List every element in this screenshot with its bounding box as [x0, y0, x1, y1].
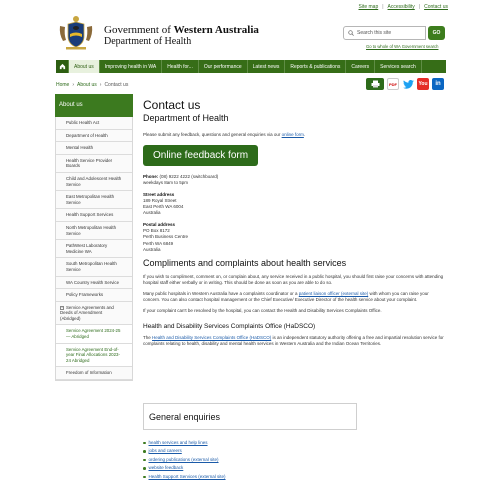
bullet-icon [143, 476, 146, 479]
pdf-icon[interactable]: PDF [387, 78, 399, 90]
street-address-block: Street address 189 Royal Street East Perth WA 6004 Australia [143, 191, 184, 216]
sidebar-item-department-of-health[interactable]: Department of Health [56, 130, 132, 143]
youtube-icon[interactable]: You [417, 78, 429, 90]
contact-us-link[interactable]: Contact us [424, 4, 448, 10]
general-enquiries-list [143, 439, 226, 481]
enquiry-link-publications[interactable]: ordering publications (external site) [148, 456, 219, 462]
sidebar-heading[interactable]: About us [55, 94, 133, 117]
chevron-right-icon: › [72, 82, 75, 88]
department-title: Department of Health [104, 36, 192, 47]
sidebar-subitem-final-allocations[interactable]: Service Agreement End-of-year Final Allocations 2023-24 Abridged [56, 344, 132, 368]
sidebar-item-hsp-boards[interactable]: Health Service Provider Boards [56, 155, 132, 173]
sidebar-item-mental-health[interactable]: Mental Health [56, 142, 132, 155]
sidebar-item-smhs[interactable]: South Metropolitan Health Service [56, 258, 132, 276]
enquiry-link-website-feedback[interactable]: website feedback [148, 465, 184, 471]
main-content [143, 99, 445, 347]
sidebar-item-wachs[interactable]: WA Country Health Service [56, 277, 132, 290]
sidebar [55, 94, 133, 381]
divider: | [418, 4, 421, 10]
compliments-heading: Compliments and complaints about health services [143, 258, 347, 269]
general-enquiries-heading: General enquiries [149, 412, 221, 422]
accessibility-link[interactable]: Accessibility [387, 4, 415, 10]
nav-about-us[interactable]: About us [69, 60, 100, 73]
list-item [143, 464, 226, 472]
sidebar-item-public-health-act[interactable]: Public Health Act [56, 117, 132, 130]
online-feedback-form-button[interactable]: Online feedback form [143, 145, 258, 166]
list-item [143, 439, 226, 447]
list-item [143, 447, 226, 455]
wa-crest-logo[interactable] [56, 14, 96, 52]
wa-government-search-link[interactable]: Go to whole of WA Government search [366, 44, 439, 49]
enquiry-link-hss[interactable]: Health Support Services (external site) [148, 473, 226, 479]
breadcrumb-about-us[interactable]: About us [77, 82, 97, 88]
sidebar-item-policy-frameworks[interactable]: Policy Frameworks [56, 289, 132, 302]
online-form-link[interactable]: online form [281, 132, 304, 137]
breadcrumb [56, 82, 128, 88]
minus-icon[interactable]: − [61, 305, 64, 310]
utility-links [359, 4, 449, 10]
compliments-paragraph-2: Many public hospitals in Western Australia have a complaints coordinator or a patient liaison officer (external site) with whom you can raise your concern. You can also contact hospital management or the Chief Executive/ Executive Director of the health service about your complaint. [143, 291, 429, 303]
search-input[interactable] [343, 26, 426, 40]
government-title: Government of Western Australia [104, 24, 259, 36]
sidebar-item-cahs[interactable]: Child and Adolescent Health Service [56, 173, 132, 191]
search-bar [343, 26, 445, 40]
search-icon [348, 30, 354, 36]
bullet-icon [143, 450, 146, 453]
site-map-link[interactable]: Site map [358, 4, 379, 10]
share-icons [366, 78, 444, 90]
nav-latest-news[interactable]: Latest news [248, 60, 286, 73]
enquiry-link-help-lines[interactable]: health services and help lines [148, 440, 208, 445]
nav-careers[interactable]: Careers [346, 60, 375, 73]
enquiry-link-jobs[interactable]: jobs and careers [148, 448, 182, 454]
site-title[interactable] [104, 24, 259, 47]
nav-improving-health[interactable]: Improving health in WA [100, 60, 163, 73]
sidebar-list [55, 117, 133, 381]
print-button[interactable] [366, 78, 384, 90]
bullet-icon [143, 467, 146, 470]
breadcrumb-home[interactable]: Home [56, 82, 70, 88]
linkedin-icon[interactable]: in [432, 78, 444, 90]
hadsco-paragraph: The Health and Disability Services Complaints Office (HaDSCO) is an independent statutory authority offering a free and impartial resolution service for complaints relating to health, disability and mental health services in Western Australia and the Indian Ocean Territories. [143, 335, 444, 347]
main-nav [56, 60, 446, 73]
compliments-paragraph-3: If your complaint can't be resolved by the hospital, you can contact the Health and Disability Services Complaints Office. [143, 308, 382, 314]
divider: | [382, 4, 384, 10]
sidebar-item-service-agreements[interactable] [56, 302, 132, 326]
phone-block: Phone: (08) 9222 4222 (switchboard) weekdays 8am to 5pm [143, 174, 219, 186]
hadsco-heading: Health and Disability Services Complaints Office (HaDSCO) [143, 323, 316, 331]
sidebar-subitem-agreement-2024-25[interactable]: Service Agreement 2024-25 — Abridged [56, 325, 132, 343]
intro-paragraph: Please submit any feedback, questions and general enquiries via our online form. [143, 132, 306, 137]
search-placeholder: Search this site [357, 30, 392, 36]
breadcrumb-current: Contact us [104, 82, 129, 88]
hadsco-link[interactable]: Health and Disability Services Complaints Office (HaDSCO) [152, 335, 272, 341]
sidebar-item-foi[interactable]: Freedom of Information [56, 367, 132, 380]
postal-address-block: Postal address PO Box 8172 Perth Business Centre Perth WA 6849 Australia [143, 221, 189, 252]
patient-liaison-link[interactable]: patient liaison officer (external site) [298, 291, 369, 297]
nav-reports-publications[interactable]: Reports & publications [285, 60, 346, 73]
compliments-paragraph-1: If you wish to compliment, comment on, or complain about, any service received in a public hospital, you should first raise your concerns with attending hospital staff either verbally or in writing. This should be done as soon as you are able to do so. [143, 274, 444, 286]
home-icon [59, 63, 66, 70]
list-item [143, 473, 226, 481]
nav-home[interactable] [56, 60, 69, 73]
nav-health-for[interactable]: Health for... [162, 60, 199, 73]
twitter-bird-icon [403, 80, 414, 89]
bullet-icon [143, 459, 146, 462]
page-subtitle: Department of Health [143, 113, 229, 123]
page-title: Contact us [143, 98, 201, 112]
sidebar-item-pathwest[interactable]: PathWest Laboratory Medicine WA [56, 240, 132, 258]
nav-services-search[interactable]: Services search [375, 60, 422, 73]
list-item [143, 456, 226, 464]
twitter-icon[interactable] [402, 78, 414, 90]
nav-our-performance[interactable]: Our performance [199, 60, 248, 73]
sidebar-item-emhs[interactable]: East Metropolitan Health Service [56, 191, 132, 209]
print-icon [371, 80, 380, 88]
sidebar-item-label: Service Agreements and Deeds of Amendment (Abridged) [60, 304, 114, 321]
general-enquiries-panel [143, 403, 357, 430]
bullet-icon [143, 442, 146, 445]
chevron-right-icon: › [99, 82, 102, 88]
sidebar-item-nmhs[interactable]: North Metropolitan Health Service [56, 222, 132, 240]
sidebar-item-hss[interactable]: Health Support Services [56, 209, 132, 222]
search-go-button[interactable]: GO [428, 26, 445, 40]
